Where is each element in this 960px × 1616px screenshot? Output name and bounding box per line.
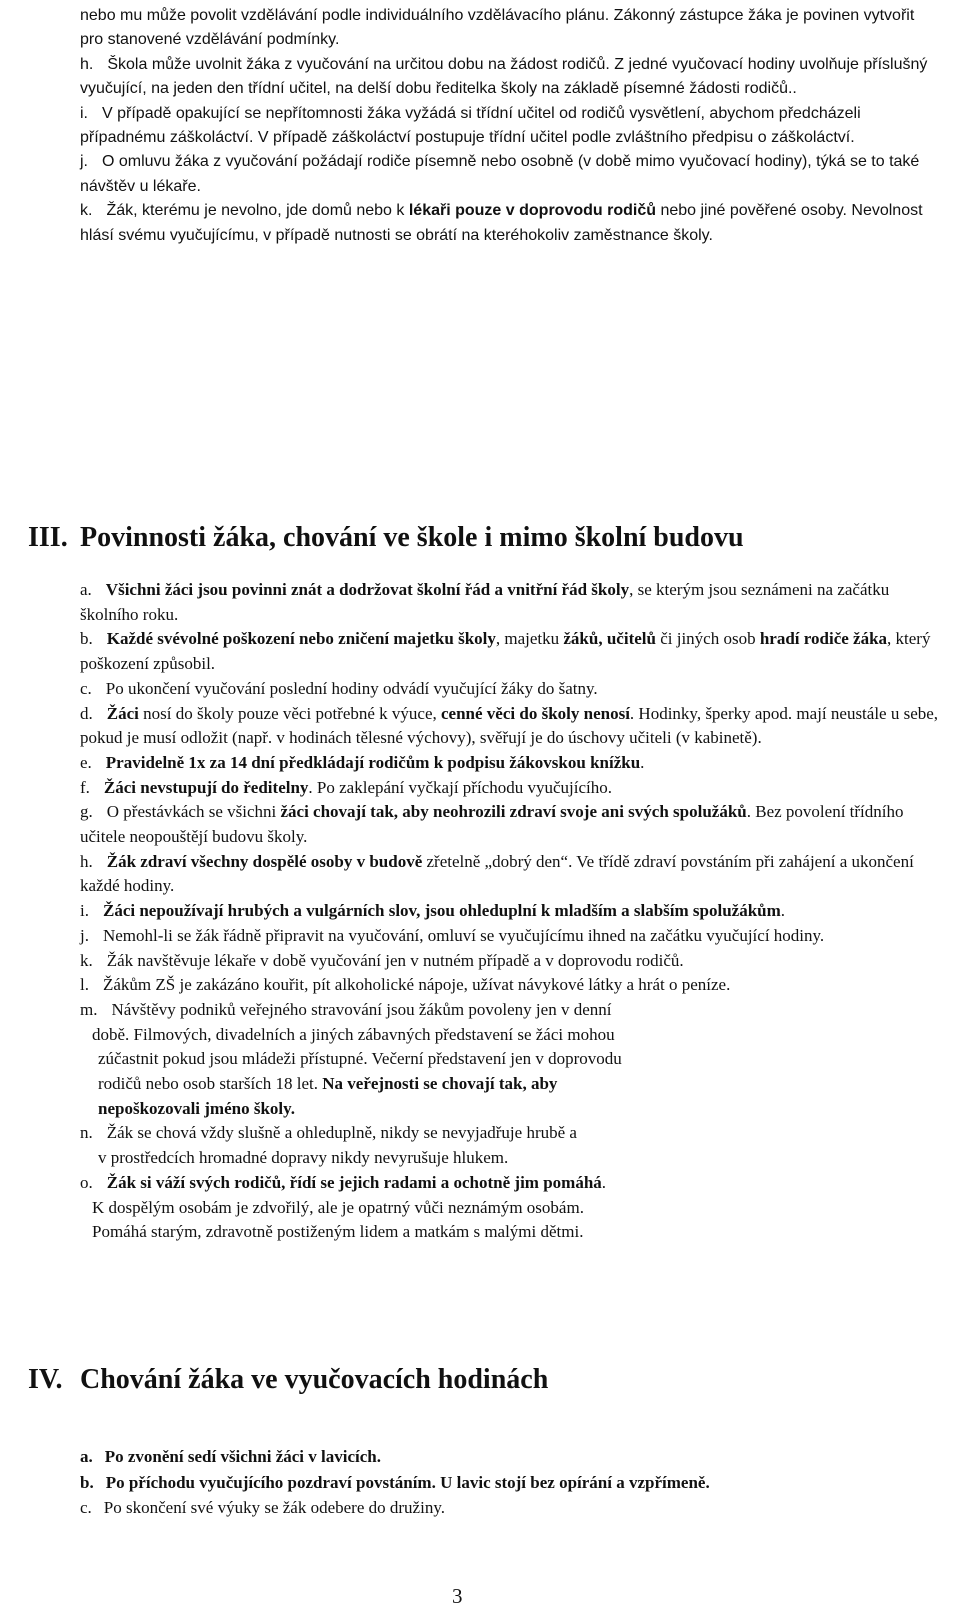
item-letter: i. xyxy=(80,901,89,921)
item-text: Žák navštěvuje lékaře v době vyučování jen v nutném případě a v doprovodu rodičů. xyxy=(106,950,684,970)
item-text: . Hodinky, šperky apod. mají neustále u sebe, pokud je musí odložit (např. v hodinách tělesné výchovy), svěřují je do úschovy učiteli (v kabinetě). xyxy=(80,703,939,748)
section-number: IV. xyxy=(28,1364,63,1395)
item-line xyxy=(80,1146,940,1171)
list-item-o xyxy=(80,1171,940,1245)
emphasis-text: Po zvonění sedí všichni žáci v lavicích. xyxy=(104,1447,381,1466)
emphasis-text: Pravidelně 1x za 14 dní předkládají rodičům k podpisu žákovskou knížku xyxy=(105,752,641,772)
item-text: Pomáhá starým, zdravotně postiženým lidem a matkám s malými dětmi. xyxy=(92,1222,584,1242)
section-title: Chování žáka ve vyučovacích hodinách xyxy=(80,1364,549,1395)
list-item-c xyxy=(80,677,940,702)
item-letter: m. xyxy=(80,999,98,1019)
item-text: Po skončení své výuky se žák odebere do družiny. xyxy=(103,1498,445,1517)
item-line xyxy=(80,1023,940,1048)
list-item-h xyxy=(80,53,940,102)
item-letter: j. xyxy=(80,153,88,171)
section-4-heading xyxy=(0,1364,960,1404)
item-letter: h. xyxy=(80,55,94,73)
item-letter: a. xyxy=(80,580,92,599)
item-letter: k. xyxy=(80,202,93,220)
emphasis-text: žáků, učitelů xyxy=(563,629,656,649)
item-text: O omluvu žáka z vyučování požádají rodiče písemně nebo osobně (v době mimo vyučovací hodiny), týká se to také návštěv u lékaře. xyxy=(80,153,920,195)
item-text: Žákům ZŠ je zakázáno kouřit, pít alkoholické nápoje, užívat návykové látky a hrát o peníze. xyxy=(102,975,731,995)
item-letter: d. xyxy=(80,703,93,723)
list-item-k xyxy=(80,199,940,248)
item-letter: g. xyxy=(80,802,93,822)
emphasis-text: nepoškozovali jméno školy. xyxy=(98,1098,295,1118)
item-text: v prostředcích hromadné dopravy nikdy nevyrušuje hlukem. xyxy=(98,1148,509,1168)
item-text: Žák, kterému je nevolno, jde domů nebo k xyxy=(106,202,409,220)
list-item-d xyxy=(80,702,940,751)
item-text: Škola může uvolnit žáka z vyučování na určitou dobu na žádost rodičů. Z jedné vyučovací hodiny uvolňuje příslušný vyučující, na jeden den třídní učitel, na delší dobu ředitelka školy na základě písemné žádosti rodičů.. xyxy=(80,55,928,98)
section-2-continuation xyxy=(80,4,940,248)
item-text: Žák se chová vždy slušně a ohleduplně, nikdy se nevyjadřuje hrubě a xyxy=(106,1123,577,1143)
list-item-c xyxy=(80,1495,940,1521)
item-line xyxy=(80,1196,940,1221)
emphasis-text: Po příchodu vyučujícího pozdraví povstáním. U lavic stojí bez opírání a vzpřímeně. xyxy=(105,1472,710,1492)
item-letter: f. xyxy=(80,777,90,797)
emphasis-text: Na veřejnosti se chovají tak, aby xyxy=(322,1074,558,1094)
item-text: . Bez povolení třídního učitele neopouštějí budovu školy. xyxy=(80,802,904,847)
section-3-list xyxy=(80,578,940,1245)
item-letter: c. xyxy=(80,678,92,698)
item-line xyxy=(80,1097,940,1122)
list-item-a xyxy=(80,1444,940,1470)
item-text: , se kterým jsou seznámeni na začátku školního roku. xyxy=(80,580,890,624)
item-text: . Po zaklepání vyčkají příchodu vyučujícího. xyxy=(308,777,612,797)
emphasis-text: cenné věci do školy nenosí xyxy=(441,703,630,723)
item-text: nosí do školy pouze věci potřebné k výuce, xyxy=(138,703,442,723)
section-number: III. xyxy=(28,522,68,553)
section-3-heading xyxy=(0,522,960,562)
list-item-i xyxy=(80,899,940,924)
item-line xyxy=(80,1121,940,1146)
list-item-g-continued xyxy=(80,4,940,53)
item-letter: n. xyxy=(80,1123,93,1143)
item-text: době. Filmových, divadelních a jiných zábavných představení se žáci mohou xyxy=(92,1024,615,1044)
list-item-h xyxy=(80,850,940,899)
item-letter: i. xyxy=(80,104,88,122)
list-item-j xyxy=(80,924,940,949)
item-text: . xyxy=(601,1172,607,1192)
list-item-e xyxy=(80,751,940,776)
emphasis-text: Žáci xyxy=(106,703,139,723)
emphasis-text: lékaři xyxy=(408,202,451,220)
item-letter: j. xyxy=(80,925,89,945)
item-letter: a. xyxy=(80,1447,93,1466)
page-number: 3 xyxy=(452,1584,463,1608)
item-text: K dospělým osobám je zdvořilý, ale je opatrný vůči neznámým osobám. xyxy=(92,1197,584,1217)
list-item-f xyxy=(80,776,940,801)
item-text: nebo jiné pověřené osoby. Nevolnost hlásí svému vyučujícímu, v případě nutnosti se obrátí na kteréhokoliv zaměstnance školy. xyxy=(80,202,923,244)
emphasis-text: Všichni žáci jsou povinni znát a dodržovat školní řád a vnitřní řád školy xyxy=(105,580,630,599)
item-text: , majetku xyxy=(495,629,564,649)
list-item-j xyxy=(80,150,940,199)
item-text: či jiných osob xyxy=(655,629,760,649)
item-text: nebo mu může povolit vzdělávání podle individuálního vzdělávacího plánu. Zákonný zástupce žáka je povinen vytvořit pro stanovené vzdělávání podmínky. xyxy=(80,7,915,49)
item-text: rodičů nebo osob starších 18 let. xyxy=(98,1074,323,1094)
list-item-i xyxy=(80,102,940,151)
list-item-l xyxy=(80,973,940,998)
item-text: . xyxy=(780,901,786,921)
item-text: Návštěvy podniků veřejného stravování jsou žákům povoleny jen v denní xyxy=(111,999,612,1019)
emphasis-text: žáci chovají tak, aby neohrozili zdraví svoje ani svých spolužáků xyxy=(280,802,747,822)
item-line xyxy=(80,1220,940,1245)
section-title: Povinnosti žáka, chování ve škole i mimo školní budovu xyxy=(80,522,744,553)
item-text: . xyxy=(640,752,645,772)
section-4-list xyxy=(80,1444,940,1521)
item-letter: e. xyxy=(80,752,92,772)
list-item-n xyxy=(80,1121,940,1170)
item-text: , který poškození způsobil. xyxy=(80,629,931,674)
item-letter: o. xyxy=(80,1172,93,1192)
item-letter: b. xyxy=(80,1472,94,1492)
list-item-m xyxy=(80,998,940,1122)
emphasis-text: Každé svévolné poškození nebo zničení majetku školy xyxy=(106,629,496,649)
item-text: Po ukončení vyučování poslední hodiny odvádí vyučující žáky do šatny. xyxy=(105,678,598,698)
list-item-k xyxy=(80,949,940,974)
emphasis-text: Žáci nepoužívají hrubých a vulgárních slov, jsou ohleduplní k mladším a slabším spolužákům xyxy=(102,901,781,921)
item-letter: k. xyxy=(80,950,93,970)
item-text: zřetelně „dobrý den“. Ve třídě zdraví povstáním při zahájení a ukončení každé hodiny. xyxy=(80,851,914,896)
item-letter: l. xyxy=(80,975,89,995)
item-line xyxy=(80,1072,940,1097)
list-item-a xyxy=(80,578,940,627)
list-item-b xyxy=(80,627,940,676)
item-text: Nemohl-li se žák řádně připravit na vyučování, omluví se vyučujícímu ihned na začátku vyučující hodiny. xyxy=(102,925,825,945)
item-letter: h. xyxy=(80,851,93,871)
list-item-b xyxy=(80,1470,940,1496)
item-text: O přestávkách se všichni xyxy=(106,802,281,822)
item-line xyxy=(80,1171,940,1196)
emphasis-text: Žáci nevstupují do ředitelny xyxy=(103,777,309,797)
emphasis-text: hradí rodiče žáka xyxy=(759,629,888,649)
emphasis-text: Žák zdraví všechny dospělé osoby v budově xyxy=(106,851,423,871)
item-line xyxy=(80,998,940,1023)
item-letter: c. xyxy=(80,1498,92,1517)
item-text: zúčastnit pokud jsou mládeži přístupné. Večerní představení jen v doprovodu xyxy=(98,1049,622,1069)
item-text: V případě opakující se nepřítomnosti žáka vyžádá si třídní učitel od rodičů vysvětlení, abychom předcházeli případnému záškoláctví. V případě záškoláctví postupuje třídní učitel podle zvláštního předpisu o záškoláctví. xyxy=(80,104,861,147)
item-letter: b. xyxy=(80,629,93,649)
emphasis-text: Žák si váží svých rodičů, řídí se jejich radami a ochotně jim pomáhá xyxy=(106,1172,602,1192)
list-item-g xyxy=(80,800,940,849)
item-line xyxy=(80,1047,940,1072)
emphasis-text: pouze v doprovodu rodičů xyxy=(455,202,656,220)
